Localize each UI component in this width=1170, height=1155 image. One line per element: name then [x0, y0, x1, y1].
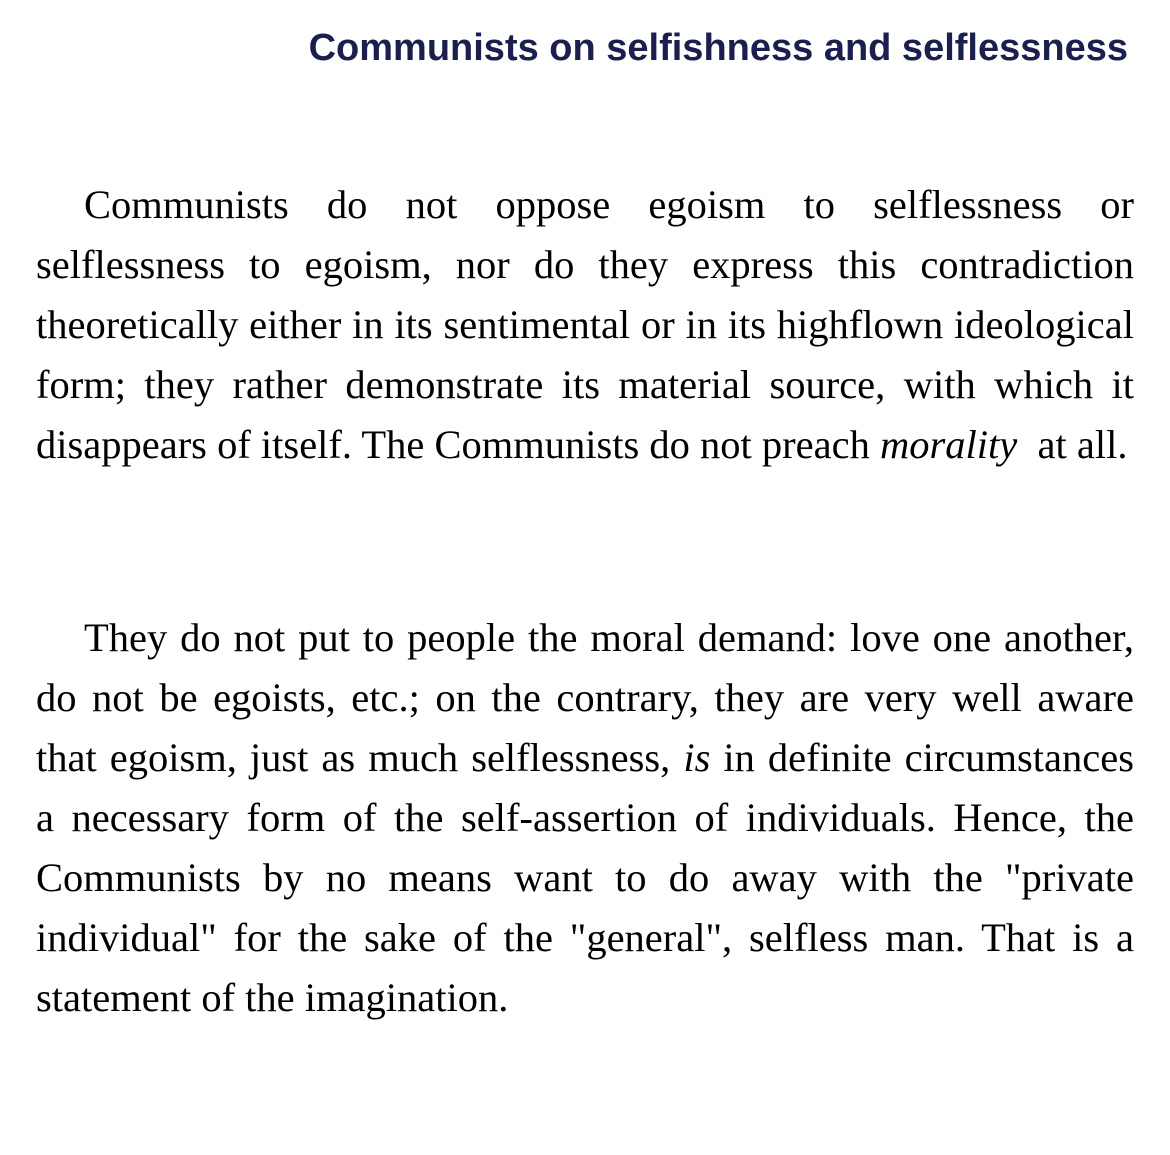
paragraph-2: [36, 608, 1134, 1028]
paragraph-2-text-after: in definite circumstances a necessary form of the self-assertion of individuals. Hence, the Communists by no means want to do away with the "private individual" for the sake of the "general", selfless man. That is a statement of the imagination.: [36, 735, 1134, 1020]
paragraph-2-emphasis: is: [683, 735, 711, 780]
paragraph-1: [36, 175, 1134, 475]
paragraph-1-text-before: Communists do not oppose egoism to selflessness or selflessness to egoism, nor do they express this contradiction theoretically either in its sentimental or in its highflown ideological form; they rather demonstrate its material source, with which it disappears of itself. The Communists do not preach: [36, 182, 1134, 467]
paragraph-1-text-after: at all.: [1017, 422, 1128, 467]
page-title: Communists on selfishness and selflessness: [308, 27, 1128, 69]
paragraph-1-emphasis: morality: [879, 422, 1018, 467]
paragraph-2-text-before: They do not put to people the moral demand: love one another, do not be egoists, etc.; on the contrary, they are very well aware that egoism, just as much selflessness,: [36, 615, 1134, 780]
